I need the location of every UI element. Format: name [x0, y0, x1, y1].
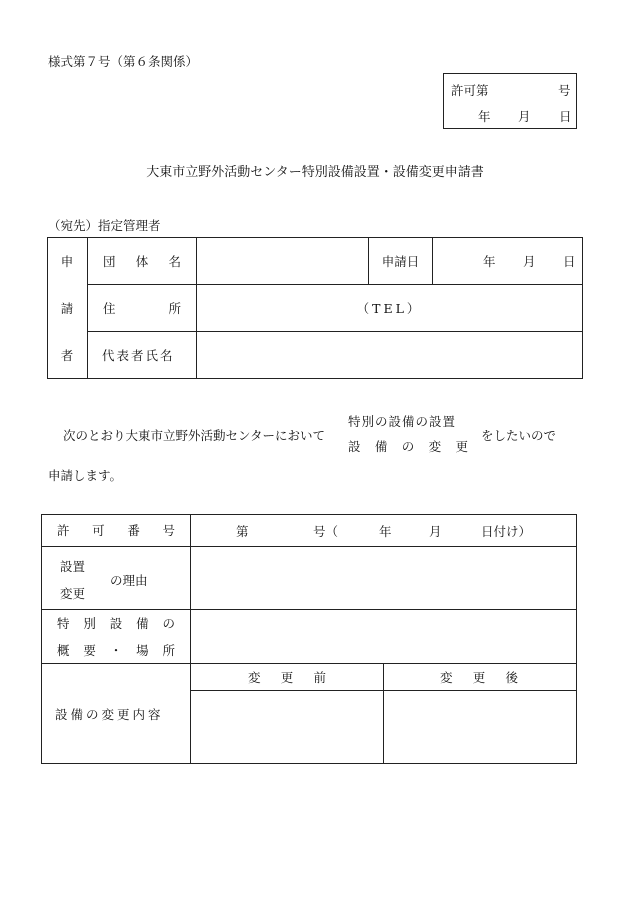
representative-name-field[interactable]: [197, 332, 582, 378]
statement-after: をしたいので: [481, 428, 557, 443]
apply-day-label: 日: [563, 254, 576, 269]
permit-number-field[interactable]: 第 号（ 年 月 日付け）: [236, 523, 532, 539]
permit-day-label: 日: [559, 109, 572, 124]
change-content-label: 設備の変更内容: [55, 707, 164, 722]
before-change-header: 変 更 前: [248, 670, 326, 685]
statement-line2: 申請します。: [48, 468, 123, 483]
apply-month-label: 月: [523, 254, 536, 269]
representative-name-label: 代表者氏名: [102, 348, 175, 363]
applicant-side-char-3: 者: [60, 348, 74, 363]
after-change-header: 変 更 後: [440, 670, 518, 685]
reason-suffix-label: の理由: [110, 573, 148, 588]
tel-label: （TEL）: [356, 301, 423, 316]
reason-change-label: 変更: [60, 586, 86, 601]
permit-month-label: 月: [518, 109, 531, 124]
applicant-side-char-2: 請: [60, 300, 74, 316]
reason-field[interactable]: [191, 547, 576, 609]
permit-no-label: 許可第: [451, 83, 489, 98]
reason-install-label: 設置: [60, 559, 86, 574]
addressee: （宛先）指定管理者: [48, 218, 161, 233]
apply-year-label: 年: [483, 254, 496, 269]
statement-option-install[interactable]: 特別の設備の設置: [348, 414, 457, 429]
org-name-field[interactable]: [197, 238, 367, 284]
form-number: 様式第７号（第６条関係）: [48, 54, 199, 69]
statement-option-change[interactable]: 設 備 の 変 更: [348, 439, 468, 454]
org-name-label: 団 体 名: [103, 253, 181, 269]
address-label: 住 所: [103, 300, 181, 316]
permit-year-label: 年: [478, 109, 491, 124]
permit-number-label: 許 可 番 号: [57, 523, 175, 538]
statement-before: 次のとおり大東市立野外活動センターにおいて: [63, 428, 326, 443]
apply-date-label: 申請日: [381, 253, 420, 269]
special-equipment-field[interactable]: [191, 610, 576, 663]
applicant-side-char-1: 申: [60, 253, 74, 269]
before-change-field[interactable]: [191, 691, 383, 763]
special-equipment-label-line1: 特 別 設 備 の: [57, 616, 175, 631]
apply-date-field[interactable]: [433, 238, 582, 284]
special-equipment-label-line2: 概 要 ・ 場 所: [57, 643, 175, 658]
permit-go-label: 号: [558, 83, 571, 98]
form-title: 大東市立野外活動センター特別設備設置・設備変更申請書: [146, 165, 484, 180]
address-field[interactable]: [197, 285, 582, 331]
after-change-field[interactable]: [384, 691, 576, 763]
